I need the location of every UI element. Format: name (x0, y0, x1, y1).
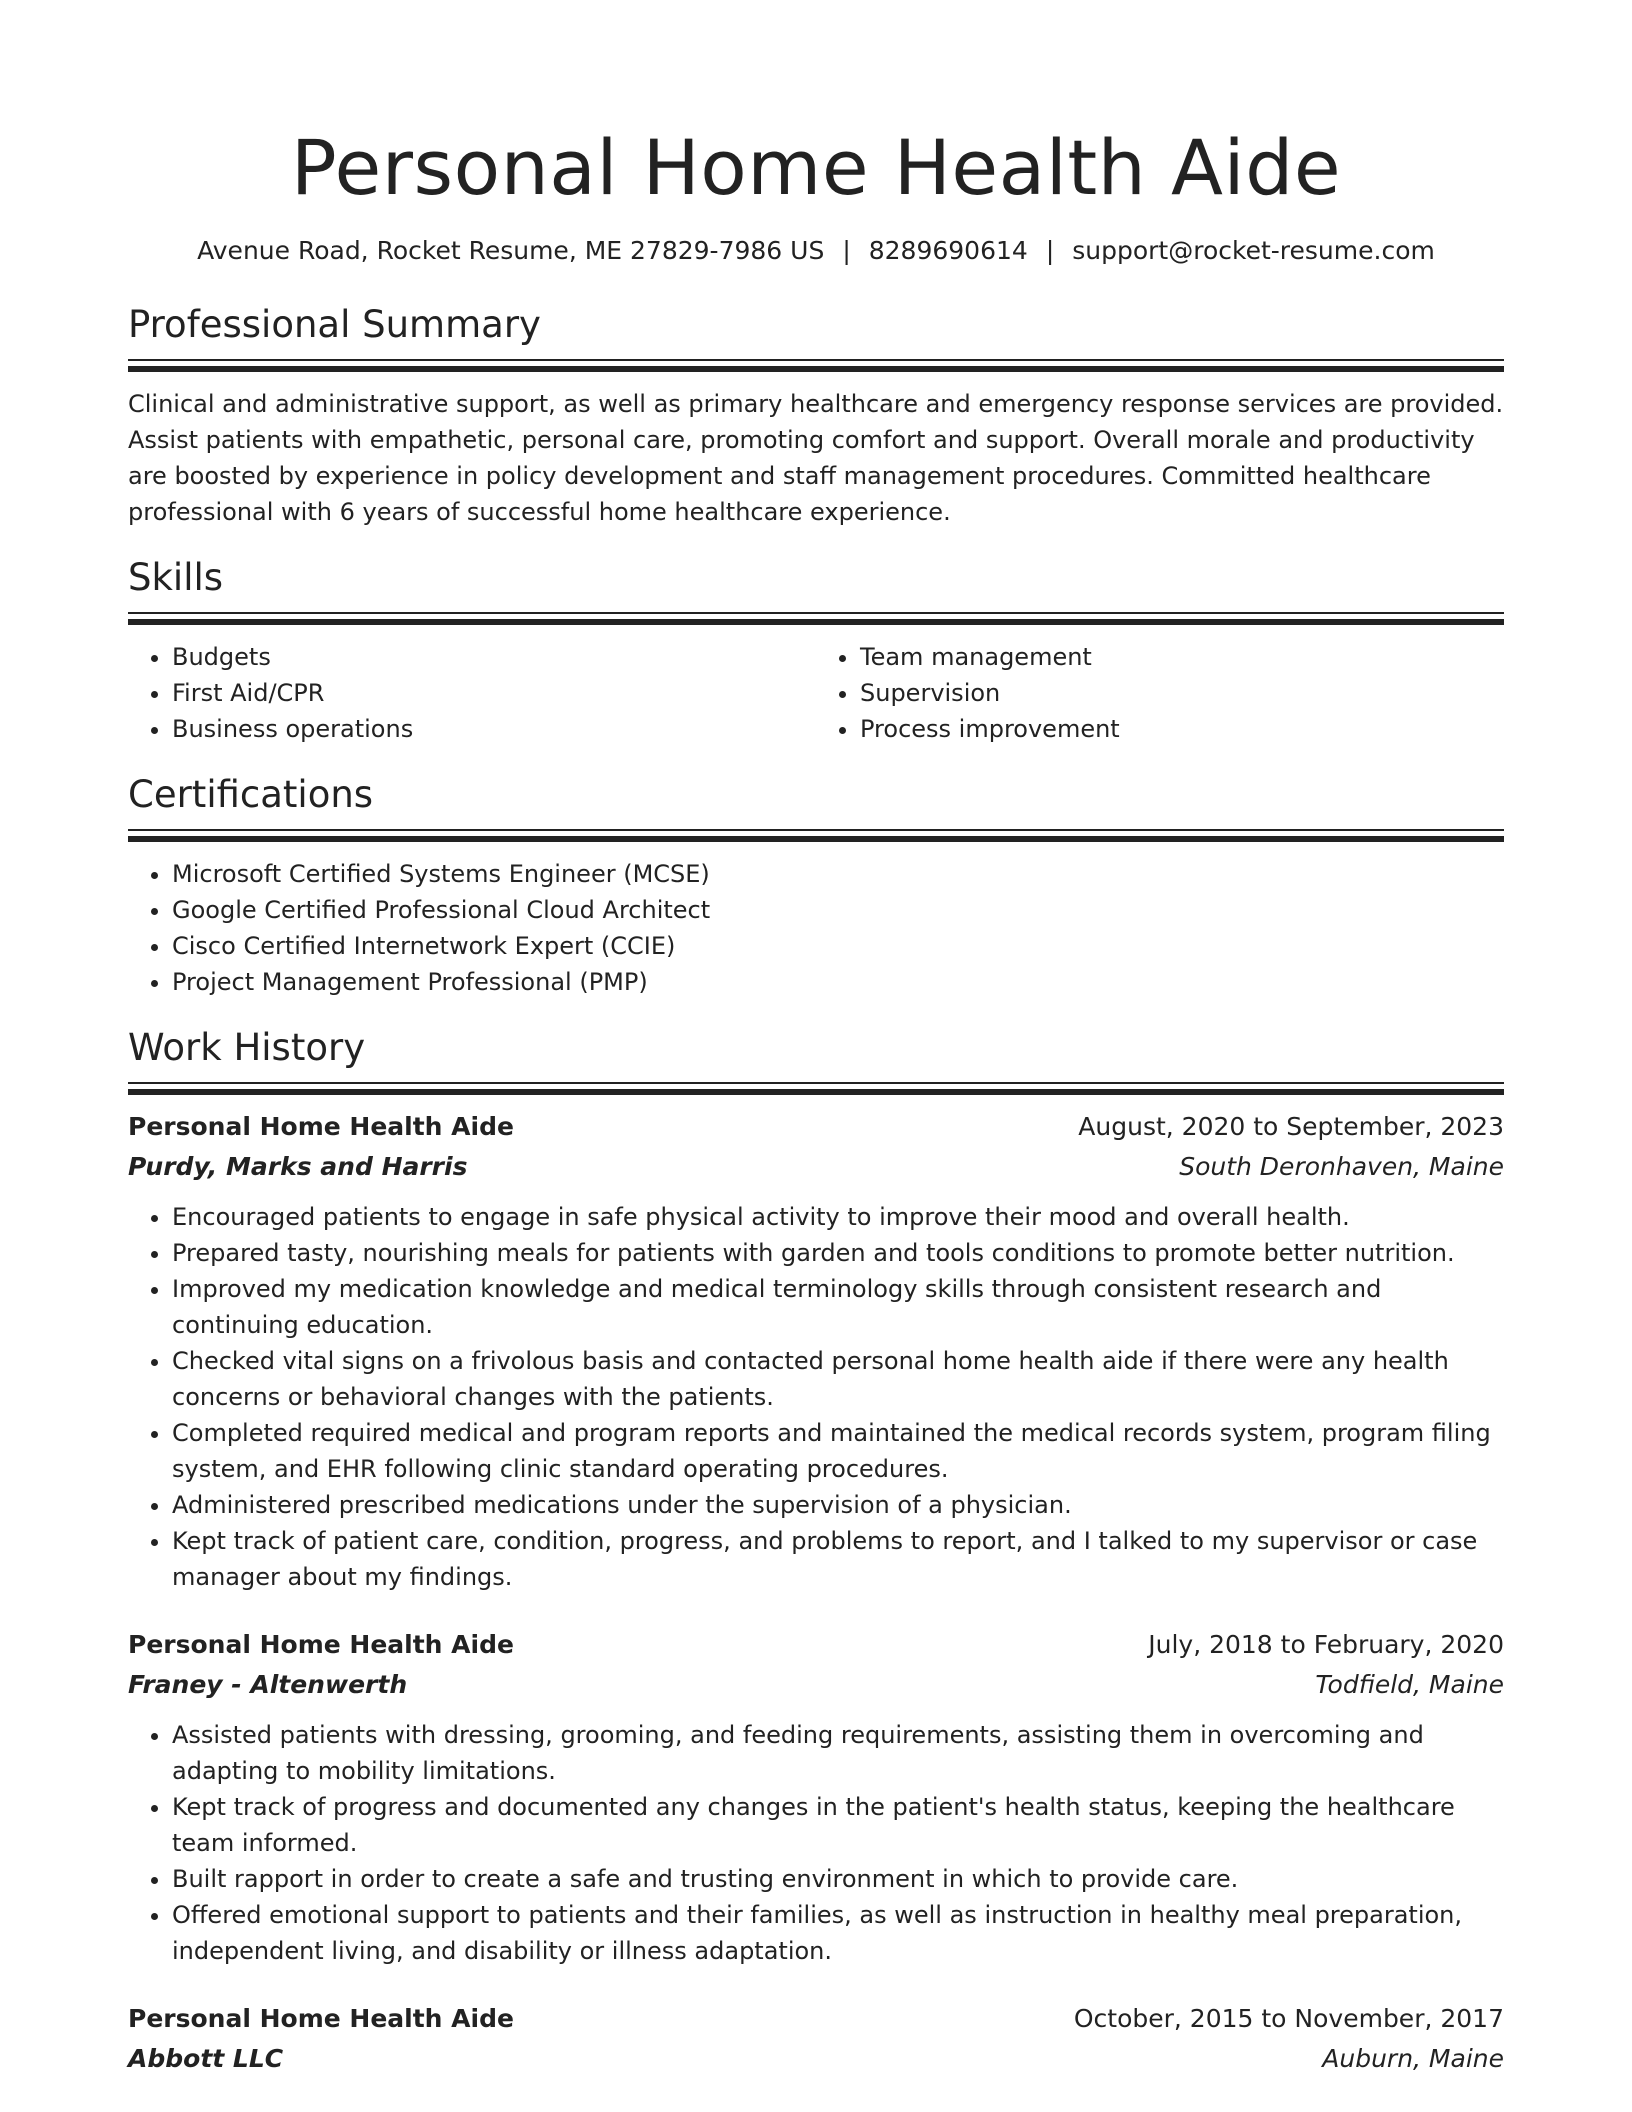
job-location: Todfield, Maine (1315, 1670, 1504, 1699)
work-history-section (128, 1023, 1504, 2079)
section-divider (128, 359, 1504, 372)
job-subheader (128, 1665, 1504, 1705)
skill-item: • Process improvement (860, 711, 1504, 747)
contact-phone: 8289690614 (868, 236, 1028, 265)
skills-list-left (128, 639, 816, 747)
job-entry (128, 1999, 1504, 2079)
job-bullet: • Built rapport in order to create a safe and trusting environment in which to provide care. (172, 1861, 1504, 1897)
resume-name: Personal Home Health Aide (290, 123, 1342, 212)
job-header (128, 1625, 1504, 1665)
skill-item: • Supervision (860, 675, 1504, 711)
job-bullet: • Checked vital signs on a frivolous basis and contacted personal home health aide if there were any health concerns or behavioral changes with the patients. (172, 1343, 1504, 1415)
certifications-heading: Certifications (128, 773, 374, 816)
skills-heading: Skills (128, 556, 224, 599)
job-dates: August, 2020 to September, 2023 (1078, 1112, 1504, 1141)
skill-item: • Budgets (172, 639, 816, 675)
contact-separator: | (1045, 236, 1055, 265)
summary-heading: Professional Summary (128, 303, 541, 346)
summary-text: Clinical and administrative support, as well as primary healthcare and emergency response services are provided. Assist patients with empathetic, personal care, promoting comfort and support. Overall morale and productivity are boosted by experience in policy development and staff management procedures. Committed healthcare professional with 6 years of successful home healthcare experience. (128, 390, 1504, 526)
job-bullet: • Assisted patients with dressing, grooming, and feeding requirements, assisting them in overcoming and adapting to mobility limitations. (172, 1717, 1504, 1789)
job-company: Franey - Altenwerth (128, 1670, 408, 1699)
certification-item: • Project Management Professional (PMP) (172, 964, 1504, 1000)
job-bullet: • Kept track of progress and documented any changes in the patient's health status, keeping the healthcare team informed. (172, 1789, 1504, 1861)
job-title: Personal Home Health Aide (128, 1630, 514, 1659)
section-divider (128, 612, 1504, 625)
job-location: South Deronhaven, Maine (1179, 1152, 1504, 1181)
job-bullet: • Kept track of patient care, condition, progress, and problems to report, and I talked to my supervisor or case manager about my findings. (172, 1523, 1504, 1595)
skills-grid (128, 639, 1504, 747)
certification-item: • Microsoft Certified Systems Engineer (MCSE) (172, 856, 1504, 892)
job-dates: October, 2015 to November, 2017 (1073, 2004, 1504, 2033)
job-company: Abbott LLC (128, 2044, 284, 2073)
certifications-section (128, 770, 1504, 1000)
job-subheader (128, 2039, 1504, 2079)
skill-item: • First Aid/CPR (172, 675, 816, 711)
job-header (128, 1999, 1504, 2039)
job-bullet: • Administered prescribed medications under the supervision of a physician. (172, 1487, 1504, 1523)
job-bullet: • Improved my medication knowledge and medical terminology skills through consistent research and continuing education. (172, 1271, 1504, 1343)
contact-email: support@rocket-resume.com (1072, 236, 1435, 265)
section-divider (128, 829, 1504, 842)
job-bullet: • Completed required medical and program reports and maintained the medical records system, program filing system, and EHR following clinic standard operating procedures. (172, 1415, 1504, 1487)
skills-list-right (816, 639, 1504, 747)
job-entry (128, 1107, 1504, 1595)
job-title: Personal Home Health Aide (128, 2004, 514, 2033)
job-company: Purdy, Marks and Harris (128, 1152, 468, 1181)
certifications-list (128, 856, 1504, 1000)
work-history-heading: Work History (128, 1026, 366, 1069)
certification-item: • Cisco Certified Internetwork Expert (CCIE) (172, 928, 1504, 964)
job-bullet: • Prepared tasty, nourishing meals for patients with garden and tools conditions to promote better nutrition. (172, 1235, 1504, 1271)
section-divider (128, 1082, 1504, 1095)
contact-separator: | (842, 236, 851, 265)
job-title: Personal Home Health Aide (128, 1112, 514, 1141)
job-subheader (128, 1147, 1504, 1187)
job-bullets (128, 1717, 1504, 1969)
certification-item: • Google Certified Professional Cloud Architect (172, 892, 1504, 928)
job-bullets (128, 1199, 1504, 1595)
skill-item: • Team management (860, 639, 1504, 675)
contact-address: Avenue Road, Rocket Resume, ME 27829-7986 US (197, 236, 825, 265)
skills-section (128, 553, 1504, 747)
job-entry (128, 1625, 1504, 1969)
skill-item: • Business operations (172, 711, 816, 747)
job-location: Auburn, Maine (1322, 2044, 1504, 2073)
job-header (128, 1107, 1504, 1147)
job-bullet: • Encouraged patients to engage in safe physical activity to improve their mood and overall health. (172, 1199, 1504, 1235)
job-dates: July, 2018 to February, 2020 (1148, 1630, 1504, 1659)
contact-line (128, 234, 1504, 268)
summary-section (128, 300, 1504, 530)
job-bullet: • Offered emotional support to patients and their families, as well as instruction in healthy meal preparation, independent living, and disability or illness adaptation. (172, 1897, 1504, 1969)
resume-page (128, 0, 1504, 2079)
